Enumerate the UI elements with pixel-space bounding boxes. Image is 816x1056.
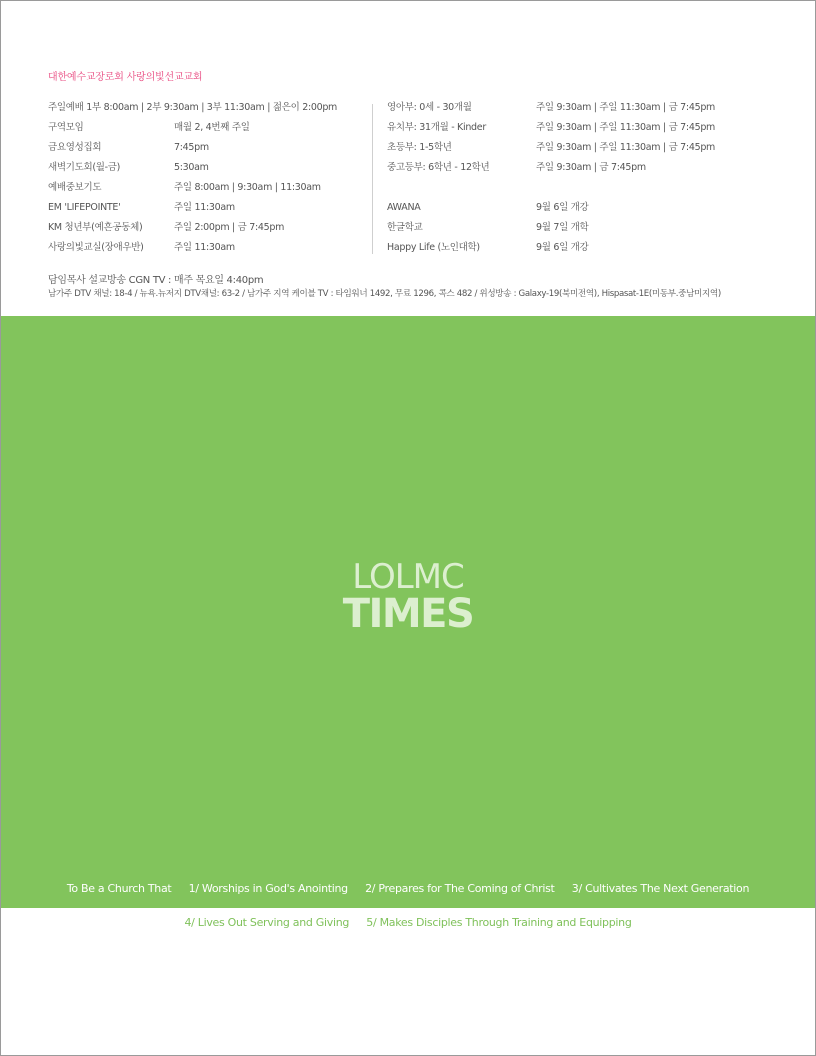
schedule-label: AWANA [387,202,421,213]
schedule-value: 주일 11:30am [174,202,235,213]
schedule-value: 주일 9:30am | 금 7:45pm [536,162,646,173]
schedule-label: 한글학교 [387,222,423,233]
mission-line-2 [0,916,816,929]
schedule-label: Happy Life (노인대학) [387,242,480,253]
left-schedule [48,101,368,261]
mission-item: 3/ Cultivates The Next Generation [571,882,750,895]
church-name: 대한예수교장로회 사랑의빛선교교회 [48,72,203,83]
right-schedule [387,101,787,261]
schedule-label: 새벽기도회(월-금) [48,162,121,173]
column-divider [372,104,373,254]
broadcast-channels: 남가주 DTV 채널: 18-4 / 뉴욕.뉴저지 DTV채널: 63-2 / 남가주 지역 케이블 TV : 타임워너 1492, 무료 1296, 콕스 482 / 위성방송 : Galaxy-19(북미전역), Hispasat-1E(미동부.중남미지역) [48,289,721,299]
schedule-label: 금요영성집회 [48,142,102,153]
lolmc-times-logo [0,557,816,637]
schedule-value: 9월 7일 개학 [536,222,589,233]
logo-line-1: LOLMC [352,557,464,597]
schedule-value: 주일 8:00am | 9:30am | 11:30am [174,182,321,193]
schedule-value: 주일 9:30am | 주일 11:30am | 금 7:45pm [536,102,716,113]
schedule-label: 사랑의빛교실(장애우반) [48,242,144,253]
mission-item: 4/ Lives Out Serving and Giving [184,916,350,929]
schedule-label: EM 'LIFEPOINTE' [48,202,121,213]
mission-item: 2/ Prepares for The Coming of Christ [365,882,555,895]
schedule-label: 유치부: 31개월 - Kinder [387,122,486,133]
schedule-value: 7:45pm [174,142,209,153]
schedule-label: KM 청년부(예흔공동체) [48,222,143,233]
schedule-label: 영아부: 0세 - 30개월 [387,102,472,113]
logo-line-2: TIMES [342,591,474,637]
schedule-label: 중고등부: 6학년 - 12학년 [387,162,490,173]
broadcast-info: 담임목사 설교방송 CGN TV : 매주 목요일 4:40pm [48,275,264,286]
schedule-label: 주일예배 1부 8:00am | 2부 9:30am | 3부 11:30am | 젊은이 2:00pm [48,102,338,113]
schedule-value: 5:30am [174,162,209,173]
mission-intro: To Be a Church That [66,882,172,895]
schedule-value: 9월 6일 개강 [536,202,589,213]
schedule-value: 주일 9:30am | 주일 11:30am | 금 7:45pm [536,122,716,133]
schedule-value: 매월 2, 4번째 주일 [174,122,250,133]
schedule-value: 주일 2:00pm | 금 7:45pm [174,222,285,233]
schedule-label: 예배중보기도 [48,182,102,193]
schedule-value: 주일 9:30am | 주일 11:30am | 금 7:45pm [536,142,716,153]
mission-item: 5/ Makes Disciples Through Training and Equipping [366,916,632,929]
schedule-label: 구역모임 [48,122,84,133]
schedule-value: 9월 6일 개강 [536,242,589,253]
mission-line-1 [0,882,816,895]
schedule-label: 초등부: 1-5학년 [387,142,452,153]
mission-item: 1/ Worships in God's Anointing [188,882,348,895]
schedule-value: 주일 11:30am [174,242,235,253]
